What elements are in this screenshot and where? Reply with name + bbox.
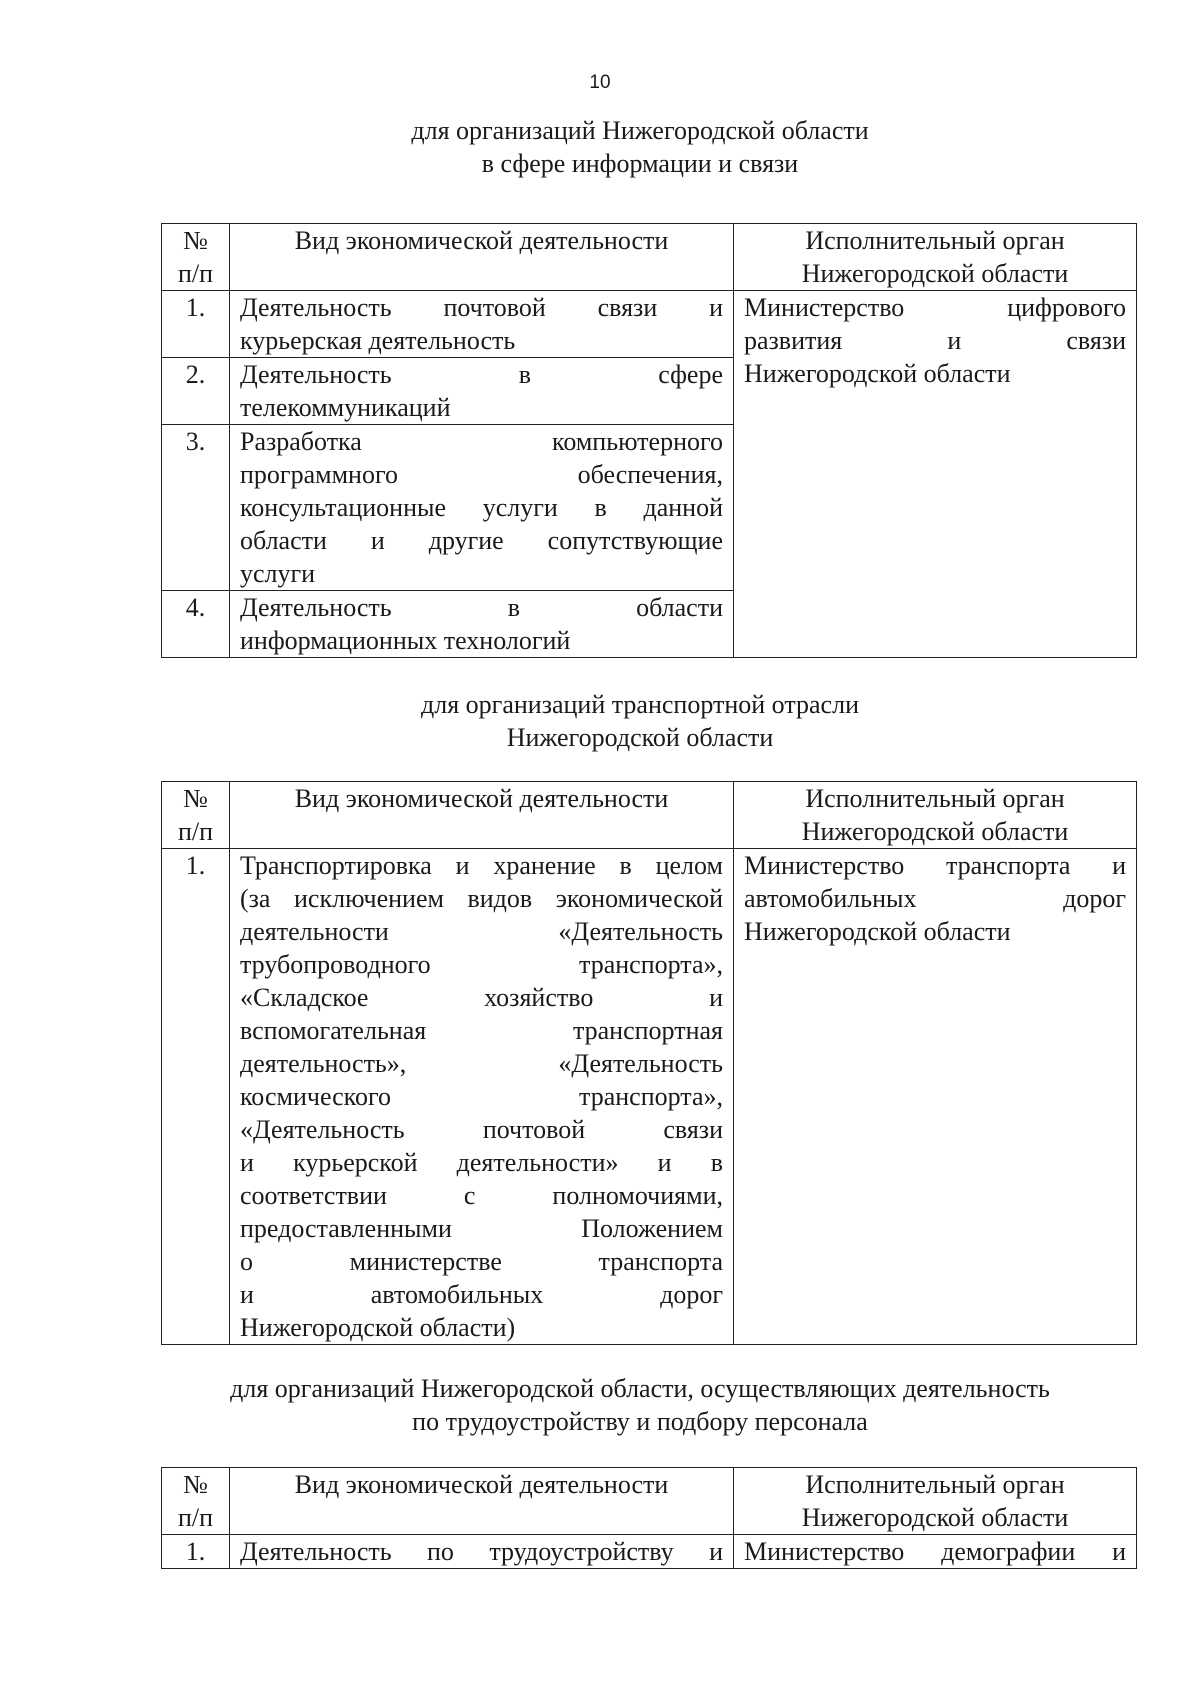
header-organ: Исполнительный орган Нижегородской области <box>734 224 1137 291</box>
row-activity: Деятельность почтовой связи и курьерская деятельность <box>230 291 734 358</box>
row-activity: Разработка компьютерного программного обеспечения, консультационные услуги в данной области и другие сопутствующие услуги <box>230 425 734 591</box>
row-number: 3. <box>162 425 230 591</box>
row-number: 1. <box>162 1535 230 1569</box>
table-header-row <box>162 1468 1137 1535</box>
header-organ: Исполнительный орган Нижегородской области <box>734 1468 1137 1535</box>
row-activity: Деятельность по трудоустройству и <box>230 1535 734 1569</box>
header-activity: Вид экономической деятельности <box>230 782 734 849</box>
table-row <box>162 1535 1137 1569</box>
section-title-line: для организаций транспортной отрасли <box>421 690 859 719</box>
header-activity: Вид экономической деятельности <box>230 224 734 291</box>
table-transport <box>161 781 1137 1345</box>
header-activity: Вид экономической деятельности <box>230 1468 734 1535</box>
table-header-row <box>162 224 1137 291</box>
header-organ: Исполнительный орган Нижегородской области <box>734 782 1137 849</box>
header-num: № п/п <box>162 224 230 291</box>
page-number: 10 <box>589 72 611 93</box>
header-num: № п/п <box>162 1468 230 1535</box>
row-number: 4. <box>162 591 230 658</box>
row-number: 1. <box>162 291 230 358</box>
table-employment <box>161 1467 1137 1569</box>
row-number: 2. <box>162 358 230 425</box>
row-activity: Деятельность в области информационных технологий <box>230 591 734 658</box>
row-organ: Министерство цифрового развития и связи Нижегородской области <box>734 291 1137 658</box>
row-number: 1. <box>162 849 230 1345</box>
row-activity: Деятельность в сфере телекоммуникаций <box>230 358 734 425</box>
table-header-row <box>162 782 1137 849</box>
header-num: № п/п <box>162 782 230 849</box>
section-title-transport <box>160 688 1120 754</box>
section-title-line: Нижегородской области <box>506 723 774 752</box>
section-title-line: по трудоустройству и подбору персонала <box>412 1407 868 1436</box>
table-row <box>162 291 1137 358</box>
table-row <box>162 849 1137 1345</box>
row-organ: Министерство демографии и <box>734 1535 1137 1569</box>
row-organ: Министерство транспорта и автомобильных дорог Нижегородской области <box>734 849 1137 1345</box>
row-activity: Транспортировка и хранение в целом (за исключением видов экономической деятельности «Деятельность трубопроводного транспорта», «Складское хозяйство и вспомогательная транспортная деятельность», «Деятельность космического транспорта», «Деятельность почтовой связи и курьерской деятельности» и в соответствии с полномочиями, предоставленными Положением о министерстве транспорта и автомобильных дорог Нижегородской области) <box>230 849 734 1345</box>
section-title-information <box>160 114 1120 180</box>
section-title-employment <box>160 1372 1120 1438</box>
section-title-line: для организаций Нижегородской области <box>411 116 869 145</box>
section-title-line: в сфере информации и связи <box>481 149 799 178</box>
section-title-line: для организаций Нижегородской области, осуществляющих деятельность <box>230 1374 1050 1403</box>
table-information <box>161 223 1137 658</box>
